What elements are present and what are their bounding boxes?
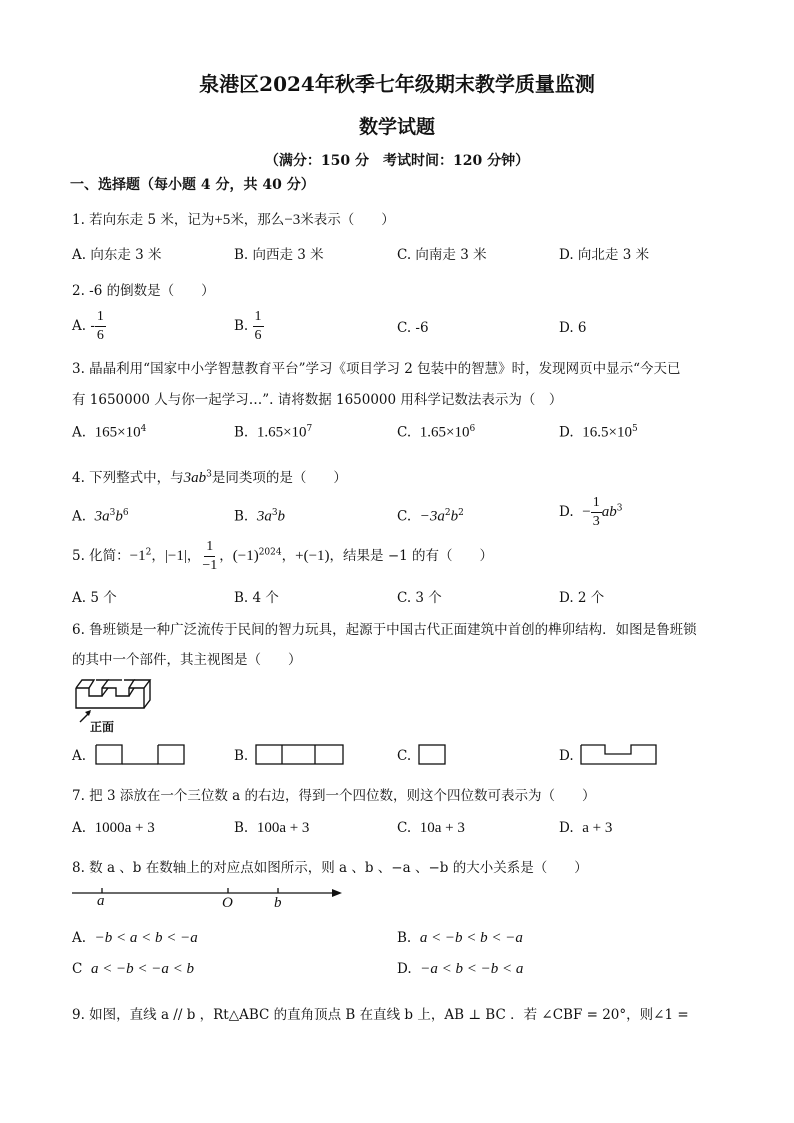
q4-a-exp2: 6 — [122, 508, 129, 518]
q3-b-exp: 7 — [306, 424, 313, 434]
q3-c-base: 1.65×10 — [419, 424, 470, 441]
q5-term1: −1 — [129, 548, 146, 564]
q3-option-c[interactable] — [397, 424, 475, 442]
q5-option-c[interactable]: C. 3 个 — [397, 590, 442, 606]
q6-option-d-label[interactable]: D. — [559, 748, 574, 764]
q4-d-num: 1 — [591, 496, 602, 513]
q4-b-expr: 3a — [256, 508, 272, 525]
q4-d-label: D. — [559, 504, 574, 520]
q7-option-a[interactable] — [72, 820, 155, 837]
exam-info: （满分：150 分 考试时间：120 分钟） — [264, 153, 530, 169]
q4-d-fraction — [591, 496, 602, 529]
exam-title: 泉港区2024年秋季七年级期末教学质量监测 — [199, 72, 595, 96]
q3-b-base: 1.65×10 — [256, 424, 307, 441]
q5-term3-den: −1 — [202, 558, 218, 573]
question-6-line2: 的其中一个部件，其主视图是（ ） — [72, 652, 302, 668]
q4-c-expr: −3a — [419, 508, 445, 525]
q2-b-den: 6 — [254, 328, 262, 343]
q4-a-label: A. — [72, 508, 87, 525]
q5-option-b[interactable]: B. 4 个 — [234, 590, 279, 606]
q4-b-exp1: 3 — [271, 508, 278, 518]
q7-b-expr: 100a + 3 — [256, 820, 310, 836]
q8-d-label: D. — [397, 961, 412, 977]
q3-a-exp: 4 — [140, 424, 147, 434]
q7-c-expr: 10a + 3 — [419, 820, 465, 836]
q2-a-sign: - — [90, 318, 95, 334]
q4-expr: 3ab — [183, 470, 207, 486]
q2-a-label: A. — [72, 318, 87, 334]
q4-b-label: B. — [234, 508, 249, 525]
q4-c-b: b — [450, 508, 459, 525]
q4-stem-post: 是同类项的是（ ） — [211, 470, 347, 486]
q1-option-b[interactable]: B. 向西走 3 米 — [234, 247, 324, 263]
q7-a-label: A. — [72, 820, 87, 836]
q4-c-label: C. — [397, 508, 412, 525]
q5-term3-fraction — [200, 540, 219, 573]
q2-option-c[interactable]: C. -6 — [397, 320, 429, 336]
q4-c-exp1: 2 — [444, 508, 451, 518]
q8-a-label: A. — [72, 930, 87, 946]
q8-b-label: B. — [397, 930, 412, 946]
q1-stem-pre: 1. 若向东走 5 米，记为 — [72, 212, 215, 228]
q5-term2: |−1| — [164, 548, 187, 564]
q2-b-num: 1 — [253, 310, 264, 327]
q7-b-label: B. — [234, 820, 249, 836]
question-8: 8. 数 a 、b 在数轴上的对应点如图所示，则 a 、b 、−a 、−b 的大小关系是（ ） — [72, 860, 588, 876]
q1-stem-mid: 米，那么 — [230, 212, 285, 228]
q6-option-d-shape — [580, 744, 660, 766]
q1-stem-post: 米表示（ ） — [300, 212, 395, 228]
q2-a-den: 6 — [96, 328, 104, 343]
q6-option-a-shape — [95, 744, 187, 766]
q4-a-b: b — [115, 508, 123, 525]
q4-a-expr: 3a — [94, 508, 110, 525]
q1-value-plus: +5 — [214, 212, 231, 228]
axis-label-origin: O — [222, 895, 233, 911]
q2-b-label: B. — [234, 318, 249, 334]
axis-label-b: b — [274, 895, 282, 911]
q7-option-b[interactable] — [234, 820, 309, 837]
q8-option-c[interactable] — [72, 961, 194, 978]
q6-option-c-shape — [418, 744, 448, 766]
q2-a-fraction — [95, 310, 106, 343]
question-3-line1: 3. 晶晶利用“国家中小学智慧教育平台”学习《项目学习 2 包装中的智慧》时，发现网页中显示“今天已 — [72, 361, 681, 377]
q4-stem-pre: 4. 下列整式中，与 — [72, 470, 184, 486]
q4-option-a[interactable] — [72, 508, 129, 526]
q3-option-d[interactable] — [559, 424, 638, 442]
q1-option-d[interactable]: D. 向北走 3 米 — [559, 247, 650, 263]
number-line — [70, 884, 346, 914]
q1-value-minus: −3 — [284, 212, 301, 228]
q5-term4: (−1) — [232, 548, 259, 564]
q2-option-b[interactable] — [234, 310, 264, 343]
q3-c-exp: 6 — [469, 424, 476, 434]
question-5: 5. 化简：$-1^2$，|−1|， $\frac{1}{-1}$ ，$(-1)^{2024}$，+(−1)，结果是 −1 的有（ ） — [72, 539, 494, 573]
q8-a-expr: −b < a < b < −a — [94, 930, 198, 946]
q1-option-c[interactable]: C. 向南走 3 米 — [397, 247, 487, 263]
q7-c-label: C. — [397, 820, 412, 836]
q6-option-c-label[interactable]: C. — [397, 748, 412, 764]
question-9: 9. 如图，直线 a // b ，Rt△ABC 的直角顶点 B 在直线 b 上，AB ⊥ BC ．若 ∠CBF = 20°，则∠1 = — [72, 1007, 689, 1023]
q7-option-d[interactable] — [559, 820, 612, 837]
q5-option-d[interactable]: D. 2 个 — [559, 590, 605, 606]
q8-c-label: C — [72, 961, 83, 977]
q4-d-sign: − — [582, 504, 591, 520]
question-7: 7. 把 3 添放在一个三位数 a 的右边，得到一个四位数，则这个四位数可表示为（ ） — [72, 788, 596, 804]
q8-option-b[interactable] — [397, 930, 523, 947]
q3-option-b[interactable] — [234, 424, 312, 442]
q5-term5: +(−1) — [295, 548, 330, 564]
exam-subject: 数学试题 — [358, 116, 435, 138]
q3-option-a[interactable] — [72, 424, 146, 442]
q4-option-d[interactable] — [559, 496, 622, 529]
luban-lock-figure — [72, 674, 162, 732]
q4-option-c[interactable] — [397, 508, 464, 526]
q6-option-a-label[interactable]: A. — [72, 748, 87, 764]
q5-term4-exp: 2024 — [258, 547, 282, 558]
axis-label-a: a — [97, 893, 105, 909]
q4-b-b: b — [277, 508, 286, 525]
question-1 — [72, 208, 395, 229]
question-4 — [72, 466, 347, 487]
q3-a-base: 165×10 — [94, 424, 141, 441]
q7-option-c[interactable] — [397, 820, 465, 837]
q2-option-d[interactable]: D. 6 — [559, 320, 587, 336]
question-3-line2: 有 1650000 人与你一起学习…”. 请将数据 1650000 用科学记数法表示为（ ） — [72, 392, 563, 408]
q7-d-expr: a + 3 — [582, 820, 613, 836]
q5-term3-num: 1 — [204, 540, 215, 557]
q5-option-a[interactable]: A. 5 个 — [72, 590, 117, 606]
q3-d-base: 16.5×10 — [582, 424, 632, 441]
q5-stem-pre: 5. 化简： — [72, 548, 130, 564]
q7-d-label: D. — [559, 820, 574, 836]
front-view-label: 正面 — [90, 720, 115, 734]
q2-option-a[interactable] — [72, 310, 106, 343]
q3-a-label: A. — [72, 424, 87, 441]
q5-stem-post: ，结果是 −1 的有（ ） — [329, 548, 494, 564]
question-6-line1: 6. 鲁班锁是一种广泛流传于民间的智力玩具，起源于中国古代正面建筑中首创的榫卯结构．如图是鲁班锁 — [72, 622, 697, 638]
q4-d-den: 3 — [592, 514, 600, 529]
q1-option-a[interactable]: A. 向东走 3 米 — [72, 247, 162, 263]
q6-option-b-label[interactable]: B. — [234, 748, 249, 764]
section-heading: 一、选择题（每小题 4 分，共 40 分） — [70, 177, 315, 193]
q6-option-b-shape — [255, 744, 345, 766]
q7-a-expr: 1000a + 3 — [94, 820, 155, 836]
q5-term1-exp: 2 — [145, 547, 152, 558]
q4-a-exp1: 3 — [109, 508, 116, 518]
q8-b-expr: a < −b < b < −a — [419, 930, 523, 946]
q4-c-exp2: 2 — [458, 508, 464, 518]
q8-c-expr: a < −b < −a < b — [90, 961, 195, 977]
q2-a-num: 1 — [95, 310, 106, 327]
q3-b-label: B. — [234, 424, 249, 441]
q3-c-label: C. — [397, 424, 412, 441]
q3-d-label: D. — [559, 424, 574, 441]
question-2: 2. -6 的倒数是（ ） — [72, 283, 215, 299]
q8-d-expr: −a < b < −b < a — [420, 961, 524, 977]
q4-option-b[interactable] — [234, 508, 285, 526]
q8-option-d[interactable] — [397, 961, 523, 978]
q4-expr-exp: 3 — [206, 469, 212, 480]
q4-d-exp: 3 — [616, 503, 623, 514]
q8-option-a[interactable] — [72, 930, 198, 947]
q3-d-exp: 5 — [631, 424, 638, 434]
q2-b-fraction — [253, 310, 264, 343]
q4-d-expr: ab — [601, 504, 617, 520]
